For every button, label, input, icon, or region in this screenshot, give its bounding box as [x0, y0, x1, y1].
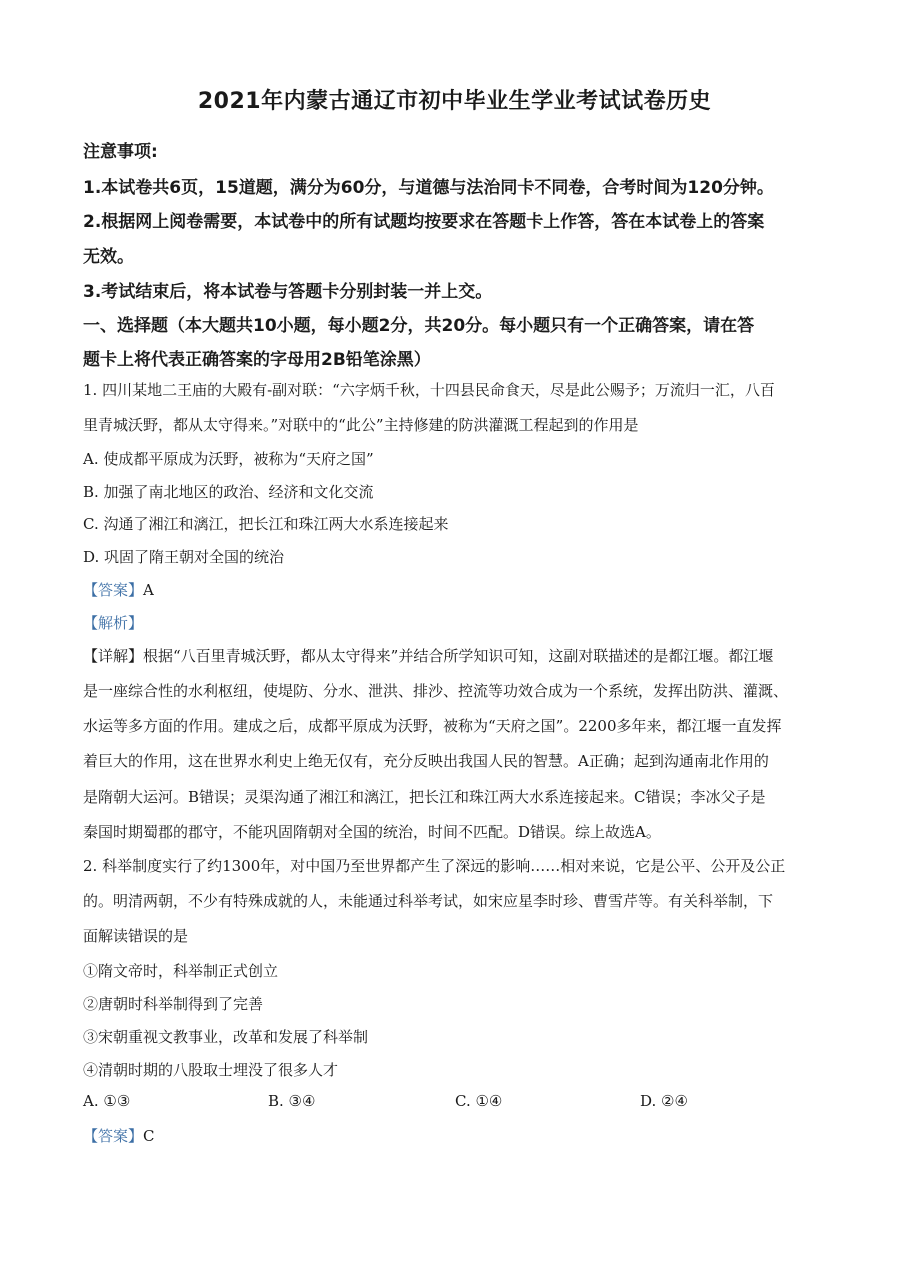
notice-heading: 注意事项:: [83, 142, 158, 162]
question-1-option-c: C. 沟通了湘江和漓江，把长江和珠江两大水系连接起来: [83, 515, 449, 533]
answer-value: A: [143, 581, 154, 599]
section-heading-line-2: 题卡上将代表正确答案的字母用2B铅笔涂黑）: [83, 350, 431, 370]
question-2-stem-line-1: 2. 科举制度实行了约1300年，对中国乃至世界都产生了深远的影响……相对来说，它是公平、公开及公正: [83, 857, 786, 875]
page-title: 2021年内蒙古通辽市初中毕业生学业考试试卷历史: [197, 89, 712, 114]
question-2-statement-3: ③宋朝重视文教事业，改革和发展了科举制: [83, 1028, 369, 1046]
question-1-detail-line-5: 是隋朝大运河。B错误；灵渠沟通了湘江和漓江，把长江和珠江两大水系连接起来。C错误；李冰父子是: [83, 788, 766, 806]
question-1-option-a: A. 使成都平原成为沃野，被称为“天府之国”: [83, 450, 374, 468]
question-1-detail-line-3: 水运等多方面的作用。建成之后，成都平原成为沃野，被称为“天府之国”。2200多年来，都江堰一直发挥: [83, 717, 782, 735]
question-1-detail-line-4: 着巨大的作用，这在世界水利史上绝无仅有，充分反映出我国人民的智慧。A正确；起到沟通南北作用的: [83, 752, 769, 770]
question-1-option-b: B. 加强了南北地区的政治、经济和文化交流: [83, 483, 374, 501]
question-2-stem-line-2: 的。明清两朝，不少有特殊成就的人，未能通过科举考试，如宋应星李时珍、曹雪芹等。有关科举制，下: [83, 892, 774, 910]
question-2-statement-1: ①隋文帝时，科举制正式创立: [83, 962, 279, 980]
question-2-stem-line-3: 面解读错误的是: [83, 927, 189, 945]
question-2-option-c: C. ①④: [455, 1092, 503, 1110]
question-2-statement-4: ④清朝时期的八股取士埋没了很多人才: [83, 1061, 339, 1079]
question-1-detail-line-2: 是一座综合性的水利枢纽，使堤防、分水、泄洪、排沙、控流等功效合成为一个系统，发挥出防洪、灌溉、: [83, 682, 789, 700]
answer-label: 【答案】: [83, 581, 144, 599]
question-2-answer: [83, 1125, 155, 1146]
answer-label: 【答案】: [83, 1127, 144, 1145]
question-2-statement-2: ②唐朝时科举制得到了完善: [83, 995, 264, 1013]
question-1-option-d: D. 巩固了隋王朝对全国的统治: [83, 548, 285, 566]
question-2-option-b: B. ③④: [268, 1092, 316, 1110]
notice-item-2-line-2: 无效。: [83, 247, 134, 267]
notice-item-1: 1.本试卷共6页，15道题，满分为60分，与道德与法治同卡不同卷，合考时间为120分钟。: [83, 178, 774, 198]
question-1-stem-line-2: 里青城沃野，都从太守得来。”对联中的“此公”主持修建的防洪灌溉工程起到的作用是: [83, 416, 639, 434]
question-1-detail-line-1: 【详解】根据“八百里青城沃野，都从太守得来”并结合所学知识可知，这副对联描述的是都江堰。都江堰: [83, 647, 774, 665]
question-1-analysis-label: 【解析】: [83, 614, 144, 632]
question-2-option-d: D. ②④: [640, 1092, 688, 1110]
notice-item-3: 3.考试结束后，将本试卷与答题卡分别封装一并上交。: [83, 282, 493, 302]
question-2-option-a: A. ①③: [83, 1092, 131, 1110]
answer-value: C: [143, 1127, 155, 1145]
section-heading-line-1: 一、选择题（本大题共10小题，每小题2分，共20分。每小题只有一个正确答案，请在答: [83, 316, 755, 336]
notice-item-2-line-1: 2.根据网上阅卷需要，本试卷中的所有试题均按要求在答题卡上作答，答在本试卷上的答案: [83, 212, 765, 232]
question-1-detail-line-6: 秦国时期蜀郡的郡守，不能巩固隋朝对全国的统治，时间不匹配。D错误。综上故选A。: [83, 823, 661, 841]
question-1-answer: [83, 579, 154, 600]
question-1-stem-line-1: 1. 四川某地二王庙的大殿有-副对联：“六字炳千秋，十四县民命食天，尽是此公赐予；万流归一汇，八百: [83, 381, 775, 399]
